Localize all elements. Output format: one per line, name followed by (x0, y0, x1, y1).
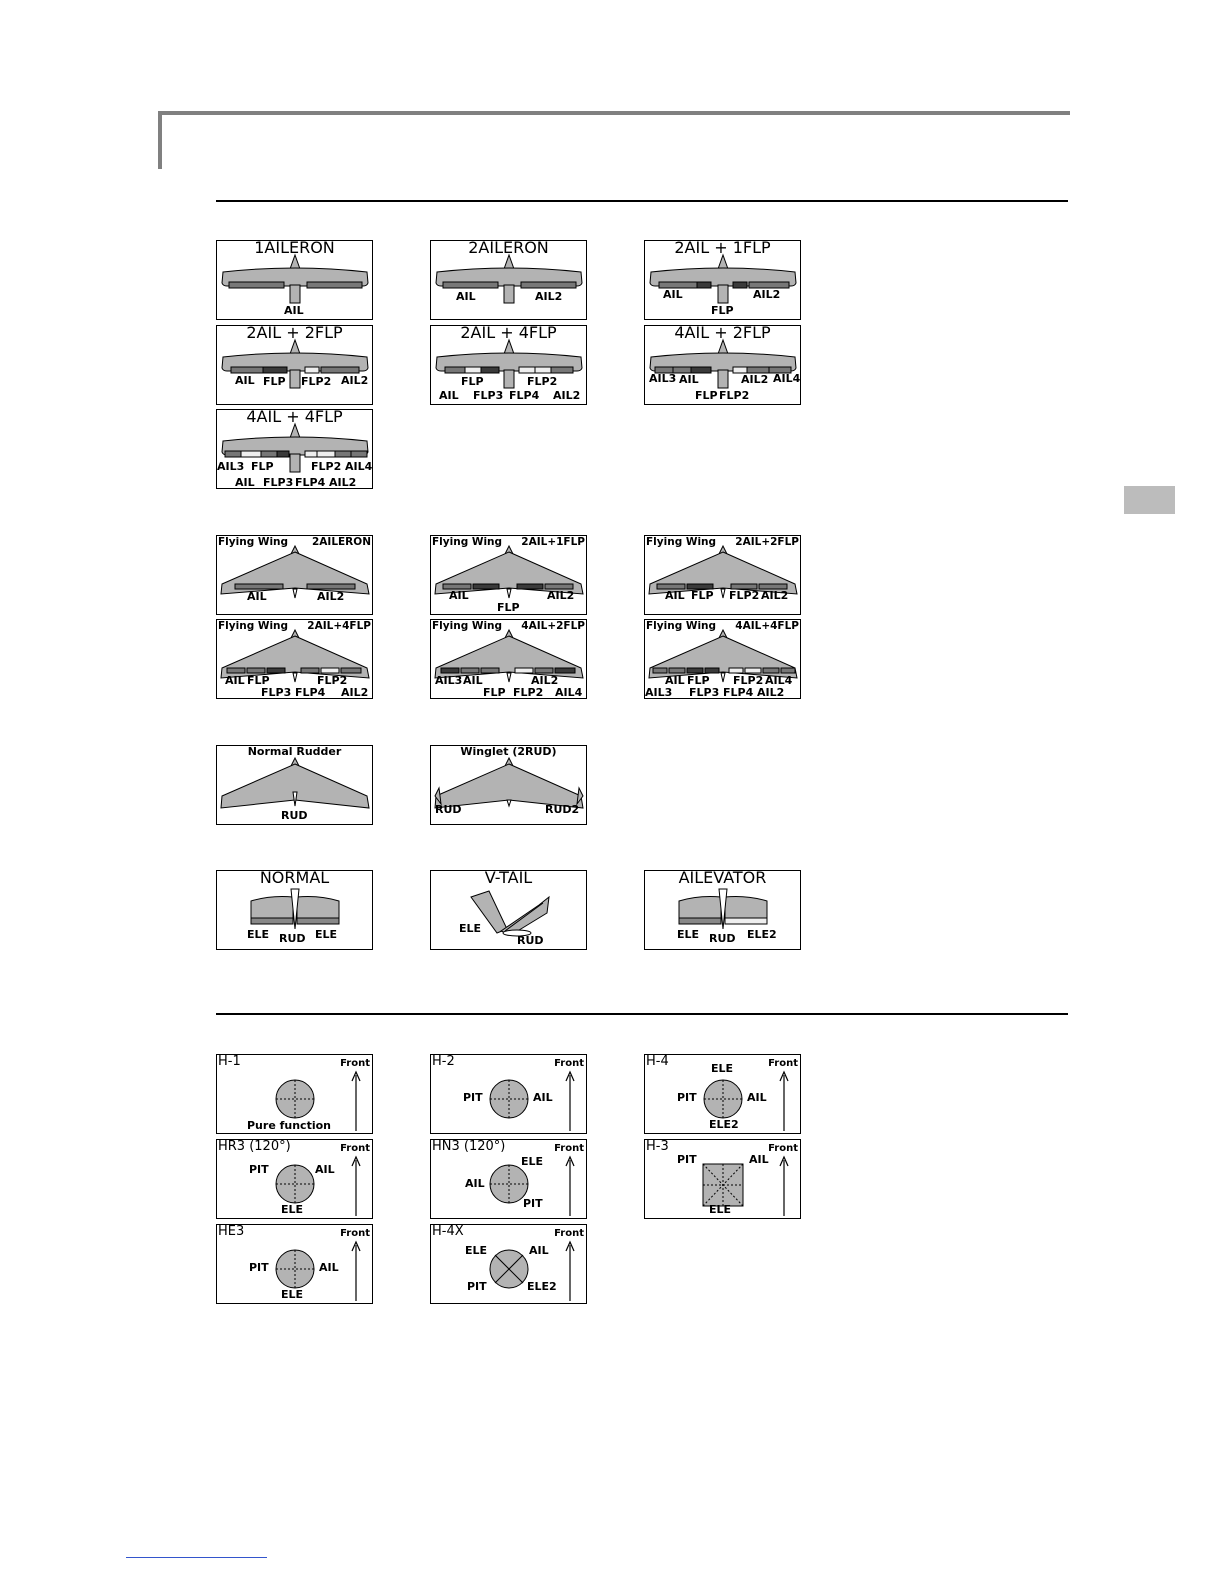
channel-label: AIL (679, 373, 699, 386)
tail-type-panel (216, 870, 373, 950)
wing-type-panel (216, 325, 373, 405)
channel-label: AIL (529, 1244, 549, 1257)
channel-label: FLP2 (729, 589, 760, 602)
channel-label: PIT (467, 1280, 487, 1293)
wing-type-panel (216, 409, 373, 489)
channel-label: FLP3 (689, 686, 720, 699)
channel-label: AIL (235, 476, 255, 489)
channel-label: AIL4 (765, 674, 793, 687)
tail-type-panel (430, 870, 587, 950)
panel-title-left: Flying Wing (646, 536, 717, 548)
panel-title: Normal Rudder (247, 745, 342, 758)
swash-type-panel (644, 1139, 801, 1219)
channel-label: AIL3 (649, 372, 677, 385)
swash-type-panel (430, 1224, 587, 1304)
channel-label: RUD (435, 803, 462, 816)
panel-title-right: 2AIL+4FLP (307, 620, 371, 632)
channel-label: FLP (497, 601, 520, 614)
channel-label: ELE (677, 928, 700, 941)
channel-label: AIL (319, 1261, 339, 1274)
panel-title-right: 2AILERON (311, 536, 371, 548)
panel-title: HE3 (218, 1224, 245, 1239)
channel-label: ELE (521, 1155, 544, 1168)
panel-title: 2AILERON (468, 240, 549, 257)
flying-wing-type-panel (644, 535, 801, 615)
channel-label: AIL (449, 589, 469, 602)
channel-label: FLP2 (317, 674, 348, 687)
panel-title: V-TAIL (484, 870, 533, 887)
wing-type-panel (644, 240, 801, 320)
channel-label: AIL2 (757, 686, 785, 699)
channel-label: AIL2 (317, 590, 345, 603)
channel-label: ELE (459, 922, 482, 935)
channel-label: FLP (251, 460, 274, 473)
channel-label: AIL (747, 1091, 767, 1104)
channel-label: FLP2 (513, 686, 544, 699)
swash-type-panel (216, 1139, 373, 1219)
chapter-side-tab (1124, 486, 1175, 514)
panel-title-left: Flying Wing (218, 620, 289, 632)
front-indicator-label: Front (768, 1143, 798, 1154)
channel-label: AIL (463, 674, 483, 687)
flying-wing-type-panel (430, 535, 587, 615)
wing-type-panel (644, 325, 801, 405)
panel-title: Winglet (2RUD) (460, 745, 557, 758)
channel-label: AIL2 (761, 589, 789, 602)
channel-label: AIL2 (535, 290, 563, 303)
channel-label: PIT (523, 1197, 543, 1210)
channel-label: AIL2 (329, 476, 357, 489)
panel-title: H-1 (218, 1054, 241, 1069)
channel-label: FLP (695, 389, 718, 402)
channel-label: ELE (281, 1203, 304, 1216)
section-rule-helicopter (216, 1013, 1068, 1015)
swash-type-panel (430, 1139, 587, 1219)
channel-label: FLP3 (473, 389, 504, 402)
channel-label: FLP2 (527, 375, 558, 388)
channel-label: AIL (225, 674, 245, 687)
channel-label: AIL (665, 674, 685, 687)
channel-label: AIL2 (341, 686, 369, 699)
panel-title: HR3 (120°) (218, 1139, 291, 1154)
channel-label: FLP (483, 686, 506, 699)
panel-title: 4AIL + 2FLP (674, 325, 771, 342)
panel-title: 2AIL + 1FLP (674, 240, 771, 257)
panel-title: 2AIL + 4FLP (460, 325, 557, 342)
flying-wing-type-panel (644, 619, 801, 699)
section-rule-airplane (216, 200, 1068, 202)
swash-type-panel (430, 1054, 587, 1134)
panel-title-right: 2AIL+1FLP (521, 536, 585, 548)
channel-label: ELE (315, 928, 338, 941)
panel-title-left: Flying Wing (432, 536, 503, 548)
channel-label: ELE (465, 1244, 488, 1257)
channel-label: FLP (687, 674, 710, 687)
front-indicator-label: Front (554, 1228, 584, 1239)
channel-label: AIL (456, 290, 476, 303)
channel-label: ELE (709, 1203, 732, 1216)
channel-label: ELE (247, 928, 270, 941)
channel-label: ELE2 (747, 928, 777, 941)
panel-title: 4AIL + 4FLP (246, 409, 343, 426)
panel-title: AILEVATOR (678, 870, 767, 887)
channel-label: FLP (711, 304, 734, 317)
flying-wing-type-panel (430, 619, 587, 699)
channel-label: Pure function (247, 1119, 331, 1132)
panel-title: H-4X (432, 1224, 464, 1239)
wing-type-panel (430, 240, 587, 320)
channel-label: RUD (279, 932, 306, 945)
panel-title-right: 4AIL+4FLP (735, 620, 799, 632)
channel-label: FLP4 (723, 686, 754, 699)
front-indicator-label: Front (554, 1143, 584, 1154)
channel-label: AIL (749, 1153, 769, 1166)
channel-label: PIT (249, 1163, 269, 1176)
channel-label: AIL (284, 304, 304, 317)
channel-label: RUD (517, 934, 544, 947)
channel-label: AIL2 (553, 389, 581, 402)
front-indicator-label: Front (554, 1058, 584, 1069)
channel-label: RUD2 (545, 803, 580, 816)
channel-label: RUD (709, 932, 736, 945)
front-indicator-label: Front (340, 1228, 370, 1239)
channel-label: AIL (663, 288, 683, 301)
channel-label: FLP4 (509, 389, 540, 402)
channel-label: AIL3 (217, 460, 245, 473)
tail-type-panel (644, 870, 801, 950)
channel-label: AIL (533, 1091, 553, 1104)
channel-label: FLP3 (261, 686, 292, 699)
channel-label: FLP2 (301, 375, 332, 388)
channel-label: FLP (691, 589, 714, 602)
panel-title-left: Flying Wing (432, 620, 503, 632)
channel-label: FLP2 (311, 460, 342, 473)
channel-label: PIT (249, 1261, 269, 1274)
channel-label: AIL (465, 1177, 485, 1190)
channel-label: AIL2 (531, 674, 559, 687)
channel-label: FLP2 (719, 389, 750, 402)
channel-label: FLP4 (295, 476, 326, 489)
swash-type-panel (216, 1224, 373, 1304)
panel-title: H-3 (646, 1139, 669, 1154)
channel-label: ELE (281, 1288, 304, 1301)
wing-type-panel (430, 325, 587, 405)
channel-label: AIL (665, 589, 685, 602)
front-indicator-label: Front (768, 1058, 798, 1069)
panel-title: NORMAL (259, 870, 330, 887)
channel-label: AIL2 (741, 373, 769, 386)
channel-label: AIL (247, 590, 267, 603)
front-indicator-label: Front (340, 1143, 370, 1154)
channel-label: AIL2 (753, 288, 781, 301)
channel-label: AIL4 (555, 686, 583, 699)
channel-label: AIL2 (341, 374, 369, 387)
channel-label: FLP2 (733, 674, 764, 687)
panel-title: 1AILERON (254, 240, 335, 257)
panel-title: HN3 (120°) (432, 1139, 506, 1154)
channel-label: AIL (315, 1163, 335, 1176)
panel-title-left: Flying Wing (218, 536, 289, 548)
channel-label: PIT (463, 1091, 483, 1104)
channel-label: FLP3 (263, 476, 294, 489)
swash-type-panel (644, 1054, 801, 1134)
channel-label: FLP (247, 674, 270, 687)
channel-label: AIL3 (435, 674, 463, 687)
channel-label: FLP4 (295, 686, 326, 699)
channel-label: AIL2 (547, 589, 575, 602)
channel-label: ELE2 (709, 1118, 739, 1131)
rudder-type-panel (430, 745, 587, 825)
channel-label: FLP (263, 375, 286, 388)
flying-wing-type-panel (216, 619, 373, 699)
section-header-frame (158, 111, 1070, 169)
channel-label: AIL (235, 374, 255, 387)
panel-title: H-4 (646, 1054, 669, 1069)
channel-label: FLP (461, 375, 484, 388)
channel-label: PIT (677, 1091, 697, 1104)
channel-label: AIL3 (645, 686, 673, 699)
flying-wing-type-panel (216, 535, 373, 615)
panel-title: H-2 (432, 1054, 455, 1069)
panel-title-left: Flying Wing (646, 620, 717, 632)
front-indicator-label: Front (340, 1058, 370, 1069)
footer-link-underline (126, 1557, 267, 1558)
channel-label: AIL (439, 389, 459, 402)
panel-title-right: 2AIL+2FLP (735, 536, 799, 548)
channel-label: AIL4 (773, 372, 801, 385)
channel-label: ELE2 (527, 1280, 557, 1293)
channel-label: AIL4 (345, 460, 373, 473)
wing-type-panel (216, 240, 373, 320)
channel-label: RUD (281, 809, 308, 822)
channel-label: ELE (711, 1062, 734, 1075)
rudder-type-panel (216, 745, 373, 825)
swash-type-panel (216, 1054, 373, 1134)
channel-label: PIT (677, 1153, 697, 1166)
panel-title-right: 4AIL+2FLP (521, 620, 585, 632)
panel-title: 2AIL + 2FLP (246, 325, 343, 342)
